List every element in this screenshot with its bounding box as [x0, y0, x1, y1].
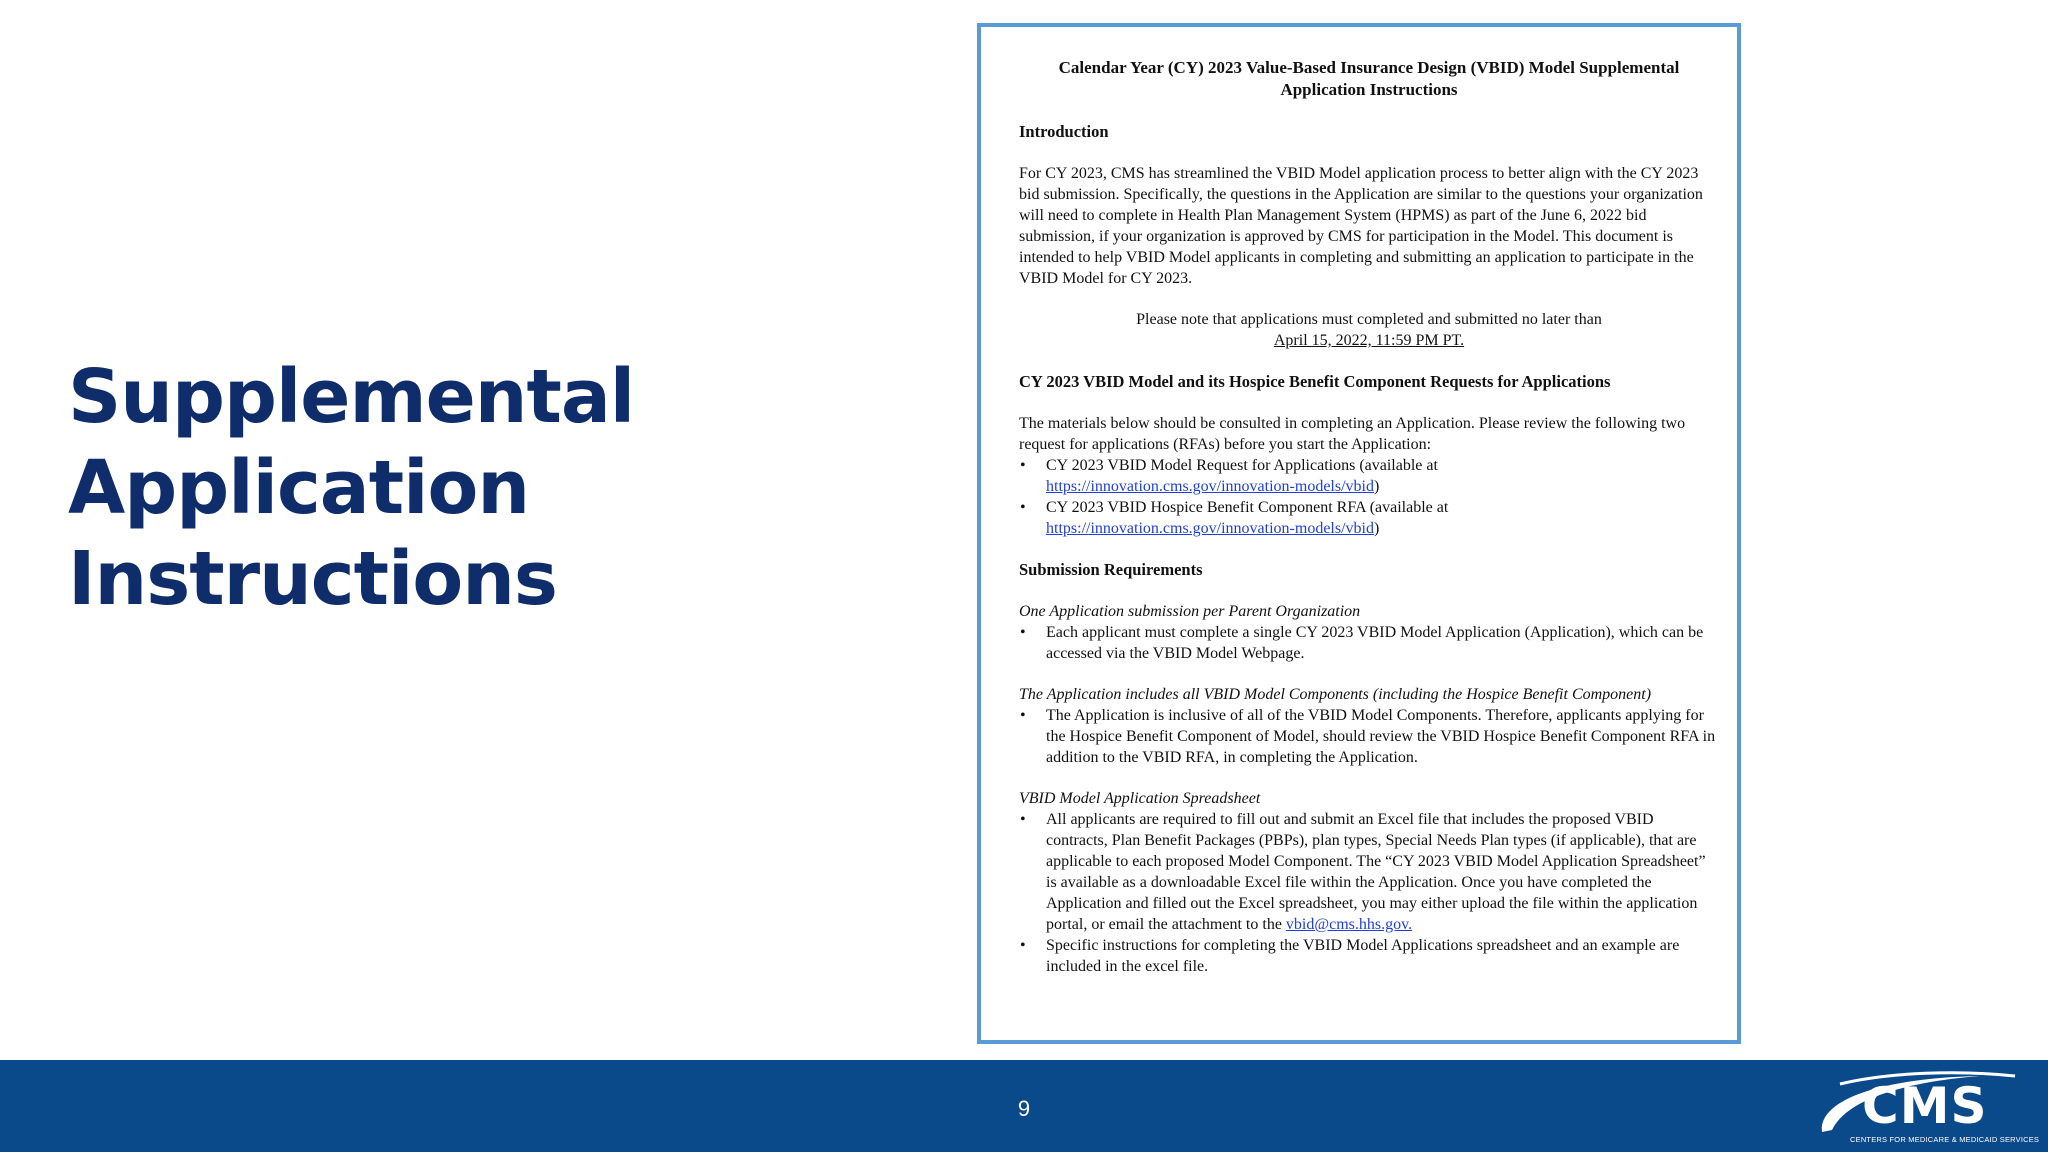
slide-title-line: Instructions: [68, 536, 557, 622]
subsection-title: The Application includes all VBID Model Components (including the Hospice Benefit Component): [1019, 686, 1652, 703]
page-number: 9: [1017, 1096, 1031, 1121]
list-item: [1019, 497, 1719, 539]
logo-subtitle: CENTERS FOR MEDICARE & MEDICAID SERVICES: [1850, 1135, 2040, 1144]
list-item: [1019, 809, 1719, 935]
logo-text: CMS: [1862, 1077, 1988, 1135]
deadline-date: April 15, 2022, 11:59 PM PT.: [1273, 332, 1465, 349]
bullet-text: All applicants are required to fill out and submit an Excel file that includes the proposed VBID contracts, Plan Benefit Packages (PBPs), plan types, Special Needs Plan types (if applicable), that are applicable to each proposed Model Component. The “CY 2023 VBID Model Application Spreadsheet” is available as a downloadable Excel file within the Application. Once you have completed the Application and filled out the Excel spreadsheet, you may either upload the file within the application portal, or email the attachment to the: [1046, 811, 1706, 933]
footer-bar: [0, 1060, 2048, 1152]
rfa-item-link[interactable]: https://innovation.cms.gov/innovation-models/vbid: [1046, 520, 1374, 537]
list-item: • The Application is inclusive of all of the VBID Model Components. Therefore, applicants applying for the Hospice Benefit Component of Model, should review the VBID Hospice Benefit Component RFA in addition to the VBID RFA, in completing the Application.: [1019, 705, 1719, 768]
document-preview-frame: [977, 23, 1741, 1044]
subsection-title: One Application submission per Parent Organization: [1019, 603, 1361, 620]
rfa-heading: CY 2023 VBID Model and its Hospice Benefit Component Requests for Applications: [1019, 372, 1611, 391]
rfa-list: [1019, 455, 1719, 539]
deadline-notice: [1019, 309, 1719, 351]
slide-title-line: Application: [68, 445, 530, 531]
rfa-item-text: CY 2023 VBID Model Request for Applications (available at: [1046, 457, 1438, 474]
intro-paragraph: For CY 2023, CMS has streamlined the VBID Model application process to better align with the CY 2023 bid submission. Specifically, the questions in the Application are similar to the questions your organization will need to complete in Health Plan Management System (HPMS) as part of the June 6, 2022 bid submission, if your organization is approved by CMS for participation in the Model. This document is intended to help VBID Model applicants in completing and submitting an application to participate in the VBID Model for CY 2023.: [1019, 165, 1703, 287]
cms-logo: [1810, 1070, 2040, 1150]
bullet-list: [1019, 809, 1719, 977]
document-title-line2: Application Instructions: [1280, 80, 1458, 99]
rfa-item-link[interactable]: https://innovation.cms.gov/innovation-models/vbid: [1046, 478, 1374, 495]
intro-heading: Introduction: [1019, 122, 1109, 141]
email-link[interactable]: vbid@cms.hhs.gov.: [1285, 916, 1413, 933]
rfa-paragraph: The materials below should be consulted in completing an Application. Please review the following two request for applications (RFAs) before you start the Application:: [1019, 415, 1686, 453]
slide-title-line: Supplemental: [68, 354, 635, 440]
list-item: • Specific instructions for completing the VBID Model Applications spreadsheet and an example are included in the excel file.: [1019, 935, 1719, 977]
deadline-line1: Please note that applications must completed and submitted no later than: [1136, 311, 1602, 328]
list-item: • Each applicant must complete a single CY 2023 VBID Model Application (Application), which can be accessed via the VBID Model Webpage.: [1019, 622, 1719, 664]
document-title-line1: Calendar Year (CY) 2023 Value-Based Insurance Design (VBID) Model Supplemental: [1058, 58, 1680, 77]
rfa-item-after: ): [1373, 478, 1380, 495]
subsection-title: VBID Model Application Spreadsheet: [1019, 790, 1261, 807]
bullet-list: [1019, 622, 1719, 664]
document-title: [1019, 57, 1719, 101]
rfa-item-text: CY 2023 VBID Hospice Benefit Component RFA (available at: [1046, 499, 1449, 516]
bullet-list: [1019, 705, 1719, 768]
document-page: [1019, 57, 1719, 997]
slide-title: [68, 352, 768, 625]
list-item: [1019, 455, 1719, 497]
rfa-item-after: ): [1373, 520, 1380, 537]
submission-heading: Submission Requirements: [1019, 560, 1203, 579]
